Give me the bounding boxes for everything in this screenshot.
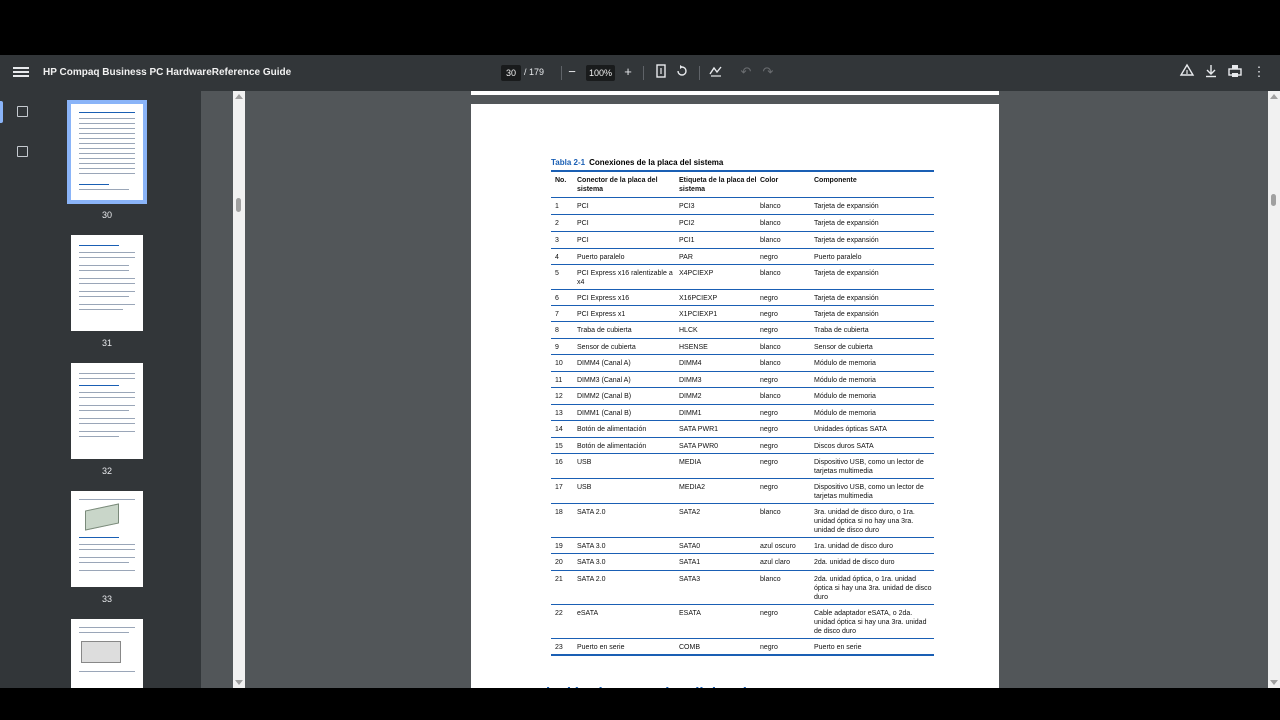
- table-cell: negro: [760, 644, 778, 651]
- table-row: [551, 265, 934, 290]
- table-cell: negro: [760, 610, 778, 617]
- table-row: [551, 479, 934, 504]
- table-row: [551, 405, 934, 421]
- table-row: [551, 322, 934, 339]
- table-cell: PCI1: [679, 237, 695, 244]
- table-cell: blanco: [760, 270, 781, 277]
- table-cell: 11: [555, 377, 563, 384]
- table-cell: negro: [760, 295, 778, 302]
- table-cell: 22: [555, 610, 563, 617]
- thumbnail-label: 31: [101, 338, 112, 348]
- table-cell: 2da. unidad de disco duro: [814, 559, 895, 566]
- table-cell: blanco: [760, 360, 781, 367]
- table-cell: Botón de alimentación: [577, 443, 647, 450]
- table-cell: PCI: [577, 220, 589, 227]
- table-cell: negro: [760, 426, 778, 433]
- top-black-bar: [0, 0, 1280, 55]
- table-cell: 18: [555, 509, 563, 516]
- table-cell: USB: [577, 484, 592, 491]
- table-cell: 3ra. unidad de disco duro, o 1ra. unidad óptica si no hay una 3ra. unidad de disco duro: [814, 509, 915, 534]
- table-cell: negro: [760, 254, 778, 261]
- table-cell: 14: [555, 426, 563, 433]
- table-cell: DIMM3 (Canal A): [577, 377, 631, 384]
- table-cell: Puerto en serie: [814, 644, 862, 651]
- rotate-icon[interactable]: [674, 64, 690, 80]
- sidebar-rail: [0, 91, 44, 688]
- table-title: Conexiones de la placa del sistema: [589, 158, 724, 167]
- table-cell: 13: [555, 410, 563, 417]
- table-header-cell: Conector de la placa del sistema: [577, 177, 658, 193]
- table-row: [551, 554, 934, 571]
- table-row: [551, 249, 934, 265]
- table-cell: Tarjeta de expansión: [814, 220, 879, 227]
- table-row: [551, 538, 934, 554]
- table-cell: blanco: [760, 576, 781, 583]
- table-cell: 8: [555, 327, 559, 334]
- table-cell: MEDIA: [679, 459, 702, 466]
- table-header-cell: Etiqueta de la placa del sistema: [679, 177, 757, 193]
- table-row: [551, 355, 934, 372]
- thumbnail-page[interactable]: [71, 363, 143, 459]
- table-cell: SATA PWR0: [679, 443, 719, 450]
- scroll-up-icon[interactable]: [235, 94, 243, 99]
- table-cell: 15: [555, 443, 563, 450]
- table-cell: Dispositivo USB, como un lector de tarjetas multimedia: [814, 459, 924, 475]
- table-cell: X16PCIEXP: [679, 295, 718, 302]
- table-row: [551, 605, 934, 639]
- table-cell: 23: [555, 644, 563, 651]
- table-cell: Tarjeta de expansión: [814, 237, 879, 244]
- table-cell: SATA3: [679, 576, 701, 583]
- table-cell: ESATA: [679, 610, 701, 617]
- table-cell: 19: [555, 543, 563, 550]
- table-cell: HLCK: [679, 327, 698, 334]
- table-cell: PCI Express x16 ralentizable a x4: [577, 270, 673, 286]
- table-cell: SATA2: [679, 509, 701, 516]
- thumbnails-icon[interactable]: [17, 106, 28, 117]
- table-cell: eSATA: [577, 610, 599, 617]
- table-cell: 6: [555, 295, 559, 302]
- document-title: HP Compaq Business PC HardwareReference Guide: [43, 67, 292, 78]
- table-cell: DIMM4: [679, 360, 702, 367]
- table-cell: 3: [555, 237, 559, 244]
- table-row: [551, 388, 934, 405]
- table-cell: negro: [760, 443, 778, 450]
- divider: [699, 66, 700, 80]
- table-cell: PCI Express x1: [577, 311, 626, 318]
- page-number-input[interactable]: 30: [501, 65, 521, 81]
- print-icon[interactable]: [1227, 64, 1243, 80]
- menu-icon[interactable]: [13, 65, 29, 81]
- thumbnail-label: 33: [101, 594, 112, 604]
- table-cell: 4: [555, 254, 559, 261]
- table-cell: Módulo de memoria: [814, 360, 876, 367]
- table-cell: Traba de cubierta: [814, 327, 869, 334]
- table-cell: Tarjeta de expansión: [814, 311, 879, 318]
- connections-table: [551, 170, 934, 656]
- table-cell: Tarjeta de expansión: [814, 270, 879, 277]
- table-cell: negro: [760, 327, 778, 334]
- table-cell: blanco: [760, 509, 781, 516]
- table-cell: Módulo de memoria: [814, 393, 876, 400]
- table-cell: X1PCIEXP1: [679, 311, 718, 318]
- table-cell: MEDIA2: [679, 484, 706, 491]
- table-cell: Módulo de memoria: [814, 377, 876, 384]
- table-cell: Unidades ópticas SATA: [814, 426, 887, 433]
- pdf-viewer: [0, 91, 1280, 688]
- table-cell: DIMM1: [679, 410, 702, 417]
- table-cell: 5: [555, 270, 559, 277]
- table-cell: 2da. unidad óptica, o 1ra. unidad óptica si hay una 3ra. unidad de disco duro: [814, 576, 932, 601]
- document-page: [471, 104, 999, 704]
- table-cell: Sensor de cubierta: [577, 344, 636, 351]
- table-cell: Puerto en serie: [577, 644, 625, 651]
- table-cell: DIMM3: [679, 377, 702, 384]
- table-cell: 2: [555, 220, 559, 227]
- table-cell: Traba de cubierta: [577, 327, 632, 334]
- table-row: [551, 372, 934, 388]
- add-to-drive-icon[interactable]: [1179, 64, 1195, 80]
- more-icon[interactable]: ⋮: [1252, 64, 1266, 79]
- table-cell: 7: [555, 311, 559, 318]
- table-row: [551, 306, 934, 322]
- table-cell: HSENSE: [679, 344, 708, 351]
- table-cell: X4PCIEXP: [679, 270, 714, 277]
- table-cell: Puerto paralelo: [814, 254, 862, 261]
- table-cell: Módulo de memoria: [814, 410, 876, 417]
- table-cell: SATA PWR1: [679, 426, 719, 433]
- thumbnail-label: 30: [101, 210, 112, 220]
- table-row: [551, 421, 934, 438]
- scroll-up-icon[interactable]: [1270, 94, 1278, 99]
- thumbnail-scrollbar[interactable]: [233, 91, 245, 688]
- table-header-row: [551, 172, 934, 198]
- table-header-cell: Componente: [814, 177, 857, 184]
- scroll-down-icon[interactable]: [1270, 680, 1278, 685]
- table-cell: 17: [555, 484, 563, 491]
- pdf-toolbar: [0, 55, 1280, 91]
- table-cell: azul oscuro: [760, 543, 796, 550]
- thumbnail-label: 32: [101, 466, 112, 476]
- table-cell: blanco: [760, 220, 781, 227]
- table-cell: Dispositivo USB, como un lector de tarjetas multimedia: [814, 484, 924, 500]
- zoom-input[interactable]: 100%: [586, 65, 615, 81]
- zoom-in-icon[interactable]: +: [624, 64, 632, 79]
- table-cell: azul claro: [760, 559, 790, 566]
- scroll-down-icon[interactable]: [235, 680, 243, 685]
- table-cell: 21: [555, 576, 563, 583]
- table-cell: Tarjeta de expansión: [814, 203, 879, 210]
- table-cell: SATA1: [679, 559, 701, 566]
- annotate-icon[interactable]: [708, 64, 724, 80]
- table-header-cell: Color: [760, 177, 779, 184]
- table-cell: Botón de alimentación: [577, 426, 647, 433]
- page-total: / 179: [524, 67, 545, 77]
- table-cell: DIMM2: [679, 393, 702, 400]
- table-row: [551, 571, 934, 605]
- table-row: [551, 438, 934, 454]
- table-cell: blanco: [760, 393, 781, 400]
- rail-active-indicator: [0, 101, 3, 123]
- thumbnail-page[interactable]: [71, 104, 143, 200]
- table-cell: USB: [577, 459, 592, 466]
- table-cell: 1: [555, 203, 559, 210]
- table-cell: 9: [555, 344, 559, 351]
- zoom-out-icon[interactable]: −: [568, 64, 576, 79]
- download-icon[interactable]: [1203, 64, 1219, 80]
- table-cell: DIMM4 (Canal A): [577, 360, 631, 367]
- table-cell: PCI3: [679, 203, 695, 210]
- table-cell: Puerto paralelo: [577, 254, 625, 261]
- table-cell: 1ra. unidad de disco duro: [814, 543, 893, 550]
- table-cell: SATA 2.0: [577, 509, 606, 516]
- table-number: Tabla 2-1: [551, 158, 586, 167]
- scrollbar-thumb[interactable]: [1271, 194, 1276, 206]
- table-cell: blanco: [760, 203, 781, 210]
- table-cell: negro: [760, 459, 778, 466]
- table-row: [551, 339, 934, 355]
- undo-icon[interactable]: ↶: [740, 64, 752, 79]
- thumbnail-page[interactable]: [71, 491, 143, 587]
- table-cell: negro: [760, 377, 778, 384]
- table-cell: DIMM2 (Canal B): [577, 393, 632, 400]
- table-cell: PCI: [577, 237, 589, 244]
- bottom-black-bar: [0, 688, 1280, 720]
- table-cell: negro: [760, 410, 778, 417]
- table-cell: Tarjeta de expansión: [814, 295, 879, 302]
- table-cell: PCI: [577, 203, 589, 210]
- table-row: [551, 215, 934, 232]
- table-row: [551, 290, 934, 306]
- table-cell: 12: [555, 393, 563, 400]
- table-row: [551, 639, 934, 656]
- table-cell: 10: [555, 360, 563, 367]
- table-header-cell: No.: [555, 177, 567, 184]
- thumbnail-page[interactable]: [71, 235, 143, 331]
- table-cell: PCI2: [679, 220, 695, 227]
- redo-icon[interactable]: ↷: [762, 64, 774, 79]
- scrollbar-thumb[interactable]: [236, 198, 241, 212]
- table-cell: DIMM1 (Canal B): [577, 410, 632, 417]
- table-cell: Discos duros SATA: [814, 443, 874, 450]
- fit-page-icon[interactable]: [653, 64, 669, 80]
- divider: [561, 66, 562, 80]
- divider: [643, 66, 644, 80]
- table-cell: PCI Express x16: [577, 295, 630, 302]
- outline-icon[interactable]: [17, 146, 28, 157]
- table-cell: 20: [555, 559, 563, 566]
- table-cell: SATA 3.0: [577, 543, 606, 550]
- table-cell: SATA0: [679, 543, 701, 550]
- table-cell: negro: [760, 484, 778, 491]
- table-cell: PAR: [679, 254, 693, 261]
- table-cell: 16: [555, 459, 563, 466]
- table-row: [551, 454, 934, 479]
- table-row: [551, 232, 934, 249]
- table-cell: blanco: [760, 237, 781, 244]
- table-cell: SATA 2.0: [577, 576, 606, 583]
- table-cell: negro: [760, 311, 778, 318]
- table-cell: Sensor de cubierta: [814, 344, 873, 351]
- table-row: [551, 504, 934, 538]
- table-caption: [551, 158, 723, 167]
- thumbnail-panel: [44, 91, 201, 688]
- table-cell: Cable adaptador eSATA, o 2da. unidad óptica si hay una 3ra. unidad de disco duro: [814, 610, 927, 635]
- previous-page-edge: [471, 91, 999, 95]
- main-scrollbar[interactable]: [1268, 91, 1280, 688]
- table-cell: COMB: [679, 644, 700, 651]
- table-row: [551, 198, 934, 215]
- table-cell: blanco: [760, 344, 781, 351]
- table-cell: SATA 3.0: [577, 559, 606, 566]
